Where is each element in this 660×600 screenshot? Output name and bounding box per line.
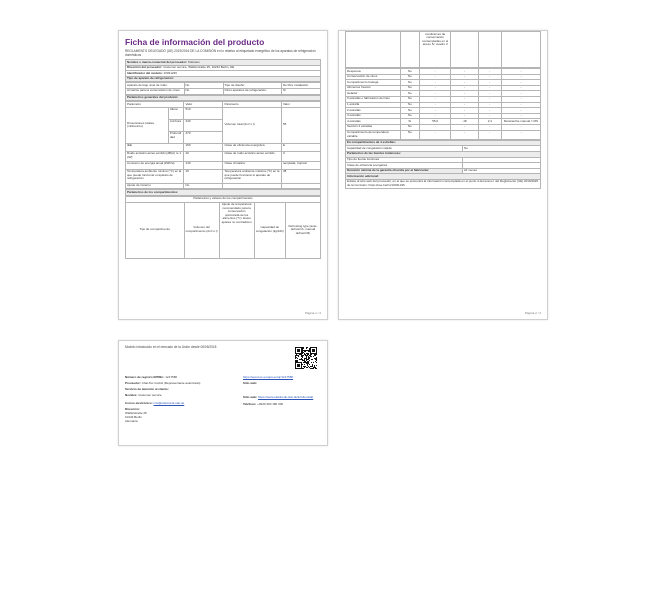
table-row: Helador No - - - - [346, 91, 541, 97]
general-section-table [125, 95, 321, 102]
table-row: 2 estrellas No - - - - [346, 108, 541, 114]
conditions-note: condiciones de conservación contempladas en el anexo IV, cuadro 3 [420, 32, 451, 68]
table-row [346, 32, 541, 68]
table-row: Alimentos frescos No - - - - [346, 85, 541, 91]
right-column: https://eprel.ec.europa.eu/qr/1217586 Sitio web: Sitio web: https://www.elektronik-star.de/info/kontakt Teléfono: +4930 300 180 300 [243, 375, 314, 406]
qr-code-icon[interactable] [295, 347, 317, 369]
table-row: Sección 2 estrellas No - - - - [346, 124, 541, 130]
warranty-value: 24 meses [463, 168, 541, 174]
extra-text: Enlace al sitio web del proveedor, en el que se encuentra la información contemplada en el punto 4 del anexo I del Reglamento (UE) 2019/2020 de la Comisión: https://use.berlin/10031236 [346, 179, 541, 188]
left-column: Número de registro EPREL: 1217586 Proveedor: Chal-Tec GmbH (Representante autorizado) Servicio de atención al cliente: Nombre: Customer service Correo electrónico: info@elektronik-star.de Dirección: Wallstrstraße 25 10243 Berlin Alemania [125, 375, 201, 423]
model-id: Identificador del modelo: 10031236 [126, 71, 321, 77]
table-row: Compartimento bodega No - - - - [346, 80, 541, 86]
table-row: Conservación de vinos No - - - - [346, 74, 541, 80]
eprel-link[interactable]: https://eprel.ec.europa.eu/qr/1217586 [243, 375, 294, 379]
customer-service-heading: Servicio de atención al cliente: [125, 387, 169, 391]
registration-number: 1217586 [165, 375, 178, 379]
table-header-row: Parámetro Valor Parámetro Valor [126, 102, 321, 108]
table-row: IEE 150 Clase de eficiencia energética E [126, 143, 321, 151]
supplier-name: Chal-Tec GmbH (Representante autorizado) [141, 381, 201, 385]
web-label: Sitio web: [243, 381, 258, 385]
table-row: Compartimento de temperatura variable No - - - - [346, 130, 541, 139]
table-row: Tipo de compartimento Volumen del compartimento (dm³ o l) Ajuste de temperatura recomendado para la conservación optimizada de los alimentos (°C). Estos ajustes no contradicen Capacidad de congelación (kg/24h) Defrosting type (auto-defrost=A, manual defrost=M) [126, 202, 321, 258]
market-date-text: Modelo introducido en el mercado de la Unión desde 06/05/2018 [125, 345, 217, 349]
regulation-subtitle: REGLAMENTO DELEGADO (UE) 2019/2016 DE LA COMISIÓN en lo relativo al etiquetado energético de los aparatos de refrigeración domésticos [125, 49, 316, 57]
extra-section: Información adicional: [346, 174, 541, 180]
compartment-header: Parámetros y valores de los compartimentos [126, 196, 321, 202]
supplier-table [125, 59, 321, 82]
compartment-rows-table [345, 68, 541, 140]
supplier-address: Dirección del proveedor: Customer service, Wallstrstraße 25, 10243 Berlin, DE [126, 65, 321, 71]
table-row: Ajuste de invierno No [126, 183, 321, 189]
table-row: Aparato de bajo nivel de ruido: No Tipo de diseño: De libre instalación [126, 83, 321, 89]
four-star-section: En compartimentos de 4 estrellas: [346, 140, 541, 146]
light-section: Parámetros de las fuentes luminosas: [346, 151, 541, 157]
contact-web-link[interactable]: https://www.elektronik-star.de/info/kontakt [258, 395, 314, 399]
table-row: Anchura 440 [126, 119, 321, 131]
table-row: Ruido acústico aéreo emitido [dB(A) re 1 pW] 40 Clase de ruido acústico aéreo emitido C [126, 151, 321, 161]
page-number: Página 1 / 2 [304, 311, 321, 315]
type-table [125, 82, 321, 94]
contact-name: Customer service [138, 393, 162, 397]
email-link[interactable]: info@elektronik-star.de [153, 401, 185, 405]
product-sheet-page-1 [118, 30, 328, 320]
table-row: Profundidad 470 [126, 131, 321, 143]
compartment-section: Parámetros de los compartimentos: [126, 190, 321, 196]
address-label: Dirección: [125, 407, 140, 411]
compartment-values-table [345, 31, 541, 68]
volume-value: 55 [281, 107, 320, 143]
table-row: 3 estrellas No - - - - [346, 113, 541, 119]
table-row: Armarios para la conservación de vinos: No Otros aparatos de refrigeración: Sí [126, 88, 321, 94]
type-section: Tipo de aparato de refrigeración: [126, 76, 321, 82]
table-row: 4 estrellas Sí 55,0 -18 2,4 Mostcarche manual = MS [346, 119, 541, 125]
table-row: Consumo de energía anual (kWh/a) 140 Clase climática: templada, tropical [126, 161, 321, 169]
warranty-label: Duración mínima de la garantía ofrecida por el fabricante: [346, 168, 463, 174]
volume-label: Volumen total (dm³ o l) [223, 107, 282, 143]
table-row: Tipo de fuente luminosa [346, 157, 541, 163]
table-row: 1 estrella No - - - - [346, 102, 541, 108]
sheet-title: Ficha de información del producto [125, 37, 265, 47]
phone-number: +4930 300 180 300 [257, 402, 284, 406]
eprel-info-card [118, 340, 328, 446]
general-section: Parámetros generales del producto: [126, 95, 321, 101]
table-row: Despensa No - - - - [346, 69, 541, 75]
dimensions-label: Dimensiones totales (milímetros) [126, 107, 169, 143]
compartment-section-table [125, 189, 321, 196]
compartment-table [125, 196, 321, 259]
table-row: Dimensiones totales (milímetros) Altura 510 Volumen total (dm³ o l) 55 [126, 107, 321, 119]
product-sheet-page-2 [338, 30, 548, 320]
supplier-trademark: Nombre o marca comercial del proveedor: Klarstein [126, 60, 321, 66]
table-row: 0 estrellas o fabricación de hielo No - - - - [346, 96, 541, 102]
page-number: Página 2 / 2 [524, 311, 541, 315]
table-row: Capacidad de congelación rápida No [346, 146, 541, 152]
table-row: Temperatura ambiente mínima (°C) en la que puede funcionar el aparato de refrigeración 16 Temperatura ambiente máxima (°C) en la que puede funcionar el aparato de refrigeración 38 [126, 169, 321, 183]
table-row: Clase de eficiencia energética [346, 163, 541, 169]
four-star-table [345, 140, 541, 189]
general-table [125, 101, 321, 189]
